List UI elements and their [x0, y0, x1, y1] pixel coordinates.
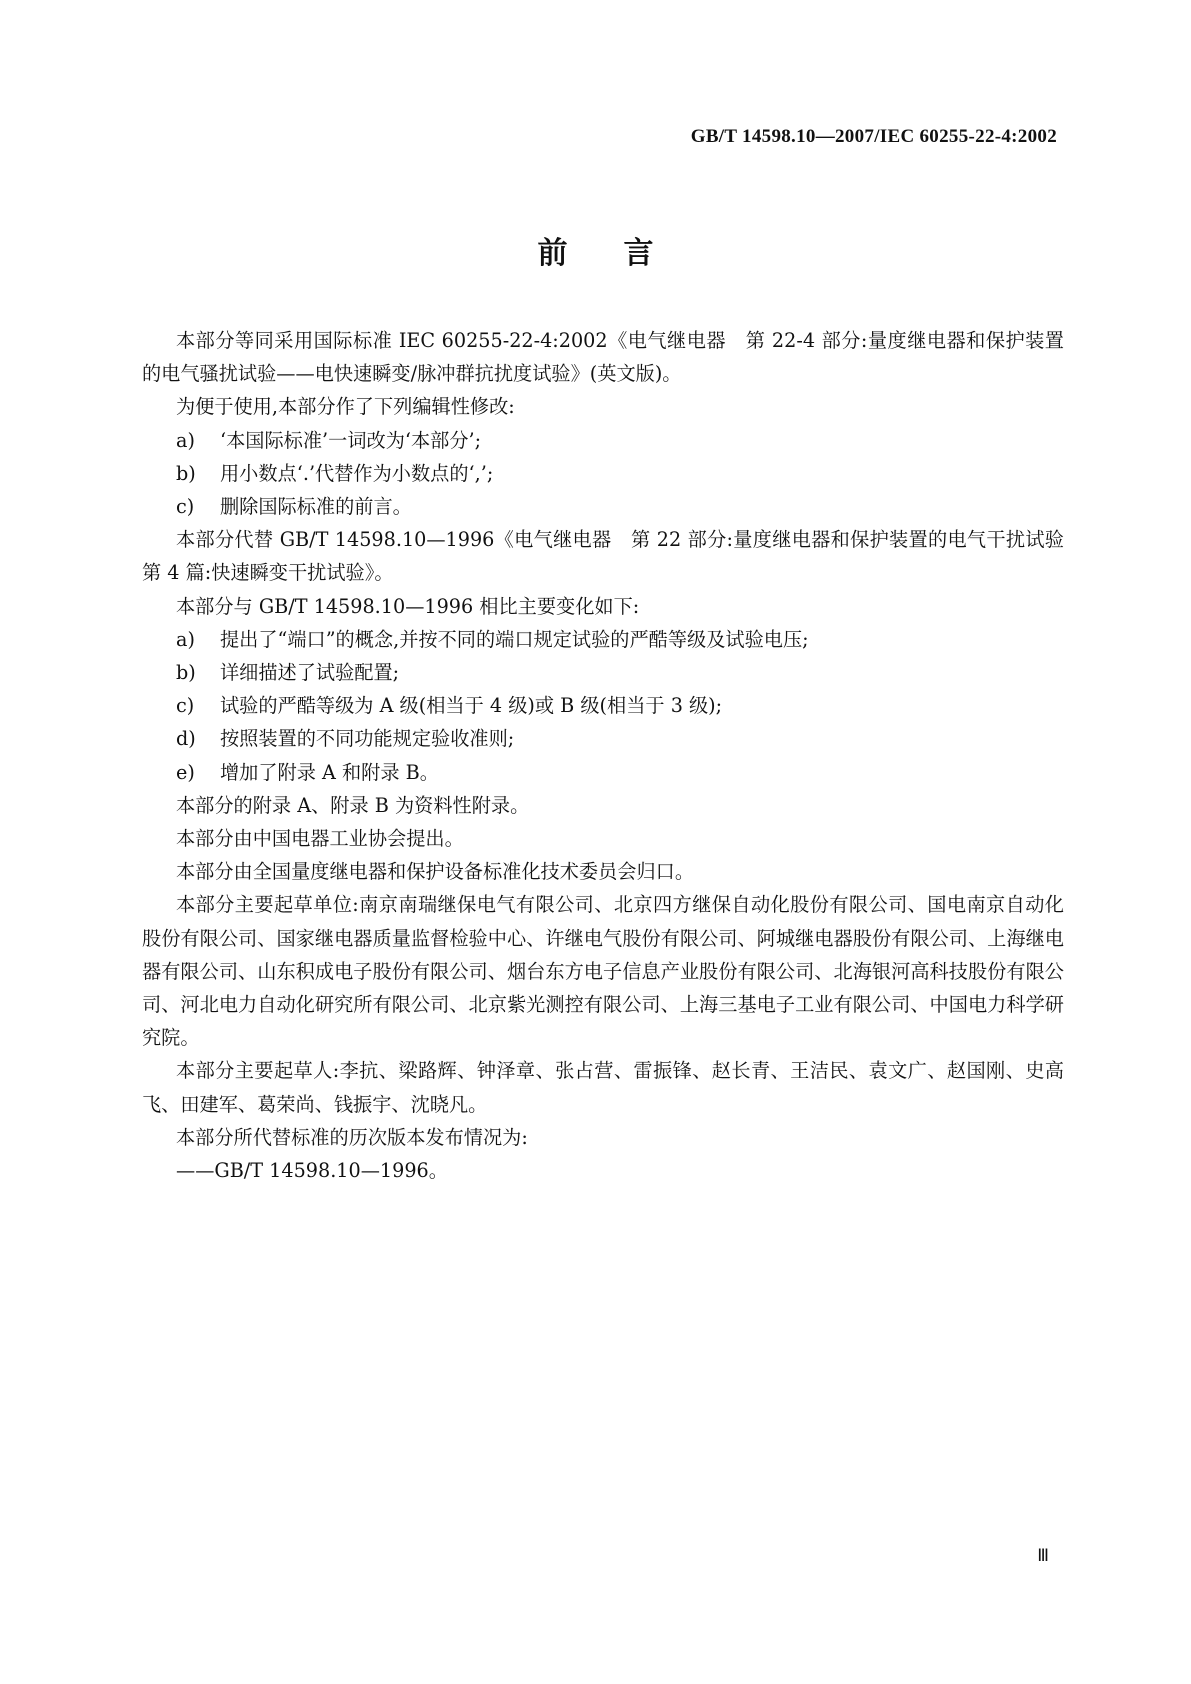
- list-item-text: 用小数点‘.’代替作为小数点的‘,’;: [220, 461, 494, 485]
- list-item-label: e): [176, 760, 195, 784]
- paragraph: 本部分主要起草单位:南京南瑞继保电气有限公司、北京四方继保自动化股份有限公司、国电南京自动化股份有限公司、国家继电器质量监督检验中心、许继电气股份有限公司、阿城继电器股份有限公司、上海继电器有限公司、山东积成电子股份有限公司、烟台东方电子信息产业股份有限公司、北海银河高科技股份有限公司、河北电力自动化研究所有限公司、北京紫光测控有限公司、上海三基电子工业有限公司、中国电力科学研究院。: [142, 893, 1064, 1050]
- paragraph: 本部分由全国量度继电器和保护设备标准化技术委员会归口。: [176, 860, 695, 884]
- list-item-label: b): [176, 461, 196, 485]
- page-number: Ⅲ: [1037, 1546, 1049, 1565]
- list-item: [142, 656, 1064, 689]
- list-item-label: c): [176, 694, 195, 718]
- paragraph: ——GB/T 14598.10—1996。: [176, 1159, 448, 1183]
- list-item-text: 详细描述了试验配置;: [220, 661, 400, 685]
- paragraph: 本部分代替 GB/T 14598.10—1996《电气继电器 第 22 部分:量度继电器和保护装置的电气干扰试验 第 4 篇:快速瞬变干扰试验》。: [142, 528, 1084, 585]
- list-item-label: a): [176, 627, 195, 651]
- standard-number-header: GB/T 14598.10—2007/IEC 60255-22-4:2002: [690, 126, 1057, 147]
- paragraph: 本部分主要起草人:李抗、梁路辉、钟泽章、张占营、雷振锋、赵长青、王洁民、袁文广、赵国刚、史高飞、田建军、葛荣尚、钱振宇、沈晓凡。: [142, 1059, 1064, 1116]
- page-title: 前言: [537, 236, 710, 271]
- list-item: [142, 689, 1064, 722]
- list-item-text: 试验的严酷等级为 A 级(相当于 4 级)或 B 级(相当于 3 级);: [220, 694, 723, 718]
- list-item: [142, 424, 1064, 457]
- list-item-text: 删除国际标准的前言。: [220, 495, 412, 519]
- list-item-label: b): [176, 661, 196, 685]
- list-item-label: c): [176, 495, 195, 519]
- list-item-text: 增加了附录 A 和附录 B。: [220, 760, 439, 784]
- paragraph: 本部分所代替标准的历次版本发布情况为:: [176, 1125, 528, 1149]
- list-item: [142, 457, 1064, 490]
- list-item-label: d): [176, 727, 196, 751]
- paragraph: 为便于使用,本部分作了下列编辑性修改:: [176, 395, 515, 419]
- paragraph: 本部分与 GB/T 14598.10—1996 相比主要变化如下:: [176, 594, 640, 618]
- list-item-text: 提出了“端口”的概念,并按不同的端口规定试验的严酷等级及试验电压;: [220, 627, 809, 651]
- list-item-text: ‘本国际标准’一词改为‘本部分’;: [220, 428, 482, 452]
- list-item: [142, 623, 1064, 656]
- list-item: [142, 490, 1064, 523]
- list-item-label: a): [176, 428, 195, 452]
- paragraph: 本部分由中国电器工业协会提出。: [176, 827, 464, 851]
- list-item: [142, 756, 1064, 789]
- paragraph: 本部分等同采用国际标准 IEC 60255-22-4:2002《电气继电器 第 22-4 部分:量度继电器和保护装置的电气骚扰试验——电快速瞬变/脉冲群抗扰度试验》(英文版)。: [142, 329, 1064, 386]
- paragraph: 本部分的附录 A、附录 B 为资料性附录。: [176, 793, 530, 817]
- list-item-text: 按照装置的不同功能规定验收准则;: [220, 727, 515, 751]
- body-text: [142, 324, 1084, 1187]
- list-item: [142, 722, 1064, 755]
